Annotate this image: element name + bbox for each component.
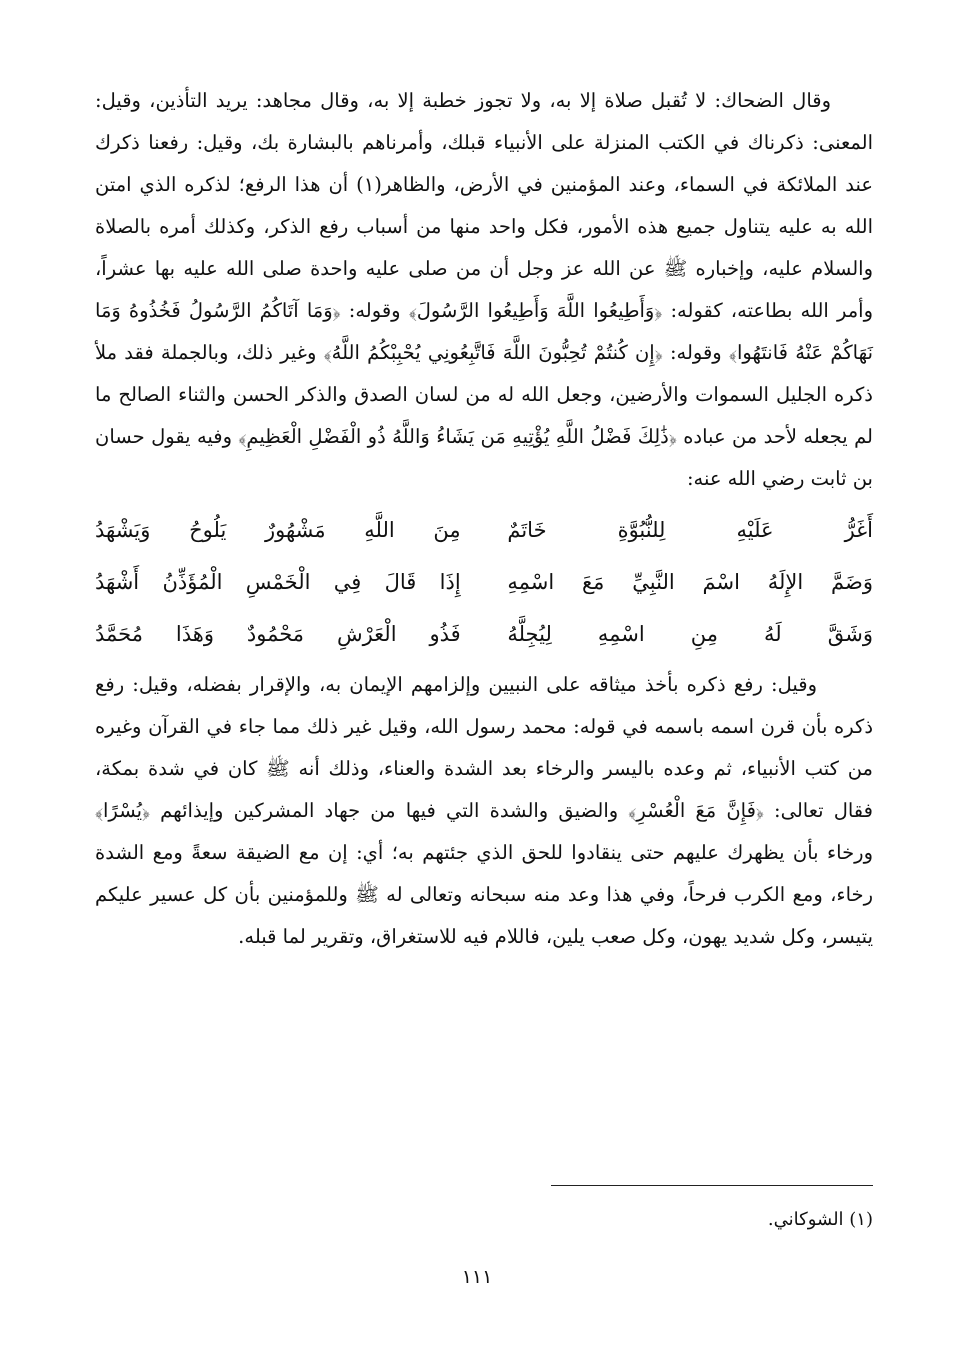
paragraph-1: وقال الضحاك: لا تُقبل صلاة إلا به، ولا تجوز خطبة إلا به، وقال مجاهد: يريد التأذين، وقيل: المعنى: ذكرناك في الكتب المنزلة على الأنبياء قبلك، وأمرناهم بالبشارة بك، وقيل: رفعنا ذكرك عند الملائكة في السماء، وعند المؤمنين في الأرض، والظاهر(١) أن هذا الرفع؛ لذكره الذي امتن الله به عليه يتناول جميع هذه الأمور، فكل واحد منها من أسباب رفع الذكر، وكذلك أمره بالصلاة والسلام عليه، وإخباره ﷺ عن الله عز وجل أن من صلى عليه واحدة صلى الله عليه بها عشراً، وأمر الله بطاعته، كقوله: ﴿وَأَطِيعُوا اللَّهَ وَأَطِيعُوا الرَّسُولَ﴾ وقوله: ﴿وَمَا آتَاكُمُ الرَّسُولُ فَخُذُوهُ وَمَا نَهَاكُمْ عَنْهُ فَانتَهُوا﴾ وقوله: ﴿إِن كُنتُمْ تُحِبُّونَ اللَّهَ فَاتَّبِعُونِي يُحْبِبْكُمُ اللَّهُ﴾ وغير ذلك، وبالجملة فقد ملأ ذكره الجليل السموات والأرضين، وجعل الله له من لسان الصدق والذكر الحسن والثناء الصالح ما لم يجعله لأحد من عباده ﴿ذَٰلِكَ فَضْلُ اللَّهِ يُؤْتِيهِ مَن يَشَاءُ وَاللَّهُ ذُو الْفَضْلِ الْعَظِيمِ﴾ وفيه يقول حسان بن ثابت رضي الله عنه: — [95, 89, 873, 490]
poem — [95, 504, 873, 660]
poem-verse-3 — [95, 608, 873, 660]
verse-2-first-hemistich: وَضَمَّ الإِلَهُ اسْمَ النَّبِيِّ مَعَ اسْمِهِ — [507, 570, 873, 594]
verse-1-first-hemistich: أَغَرُّ عَلَيْهِ لِلنُّبُوَّةِ خَاتَمٌ — [507, 518, 873, 542]
poem-verse-1 — [95, 504, 873, 556]
verse-3-second-hemistich: فَذُو الْعَرْشِ مَحْمُودٌ وَهَذَا مُحَمَّدُ — [95, 622, 461, 646]
paragraph-2: وقيل: رفع ذكره بأخذ ميثاقه على النبيين وإلزامهم الإيمان به، والإقرار بفضله، وقيل: رفع ذكره بأن قرن اسمه باسمه في قوله: محمد رسول الله، وقيل غير ذلك مما جاء في القرآن وغيره من كتب الأنبياء، ثم وعده باليسر والرخاء بعد الشدة والعناء، وذلك أنه ﷺ كان في شدة بمكة، فقال تعالى: ﴿فَإِنَّ مَعَ الْعُسْرِ﴾ والضيق والشدة التي فيها من جهاد المشركين وإيذائهم ﴿يُسْرًا﴾ ورخاء بأن يظهرك عليهم حتى ينقادوا للحق الذي جئتهم به؛ أي: إن مع الضيقة سعةً ومع الشدة رخاء، ومع الكرب فرحاً، وفي هذا وعد منه سبحانه وتعالى له ﷺ وللمؤمنين بأن كل عسير عليكم يتيسر، وكل شديد يهون، وكل صعب يلين، فاللام فيه للاستغراق، وتقرير لما قبله. — [95, 673, 873, 948]
verse-2-second-hemistich: إِذَا قَالَ فِي الْخَمْسِ الْمُؤَذِّنُ أَشْهَدُ — [95, 570, 461, 594]
verse-3-first-hemistich: وَشَقَّ لَهُ مِنِ اسْمِهِ لِيُجِلَّهُ — [507, 622, 873, 646]
footnote: (١) الشوكاني. — [767, 1209, 873, 1230]
page-body — [95, 80, 873, 958]
footnote-divider — [551, 1185, 873, 1186]
verse-1-second-hemistich: مِنَ اللَّهِ مَشْهُورٌ يَلُوحُ وَيَشْهَدُ — [95, 518, 461, 542]
poem-verse-2 — [95, 556, 873, 608]
page-number: ١١١ — [461, 1266, 493, 1288]
